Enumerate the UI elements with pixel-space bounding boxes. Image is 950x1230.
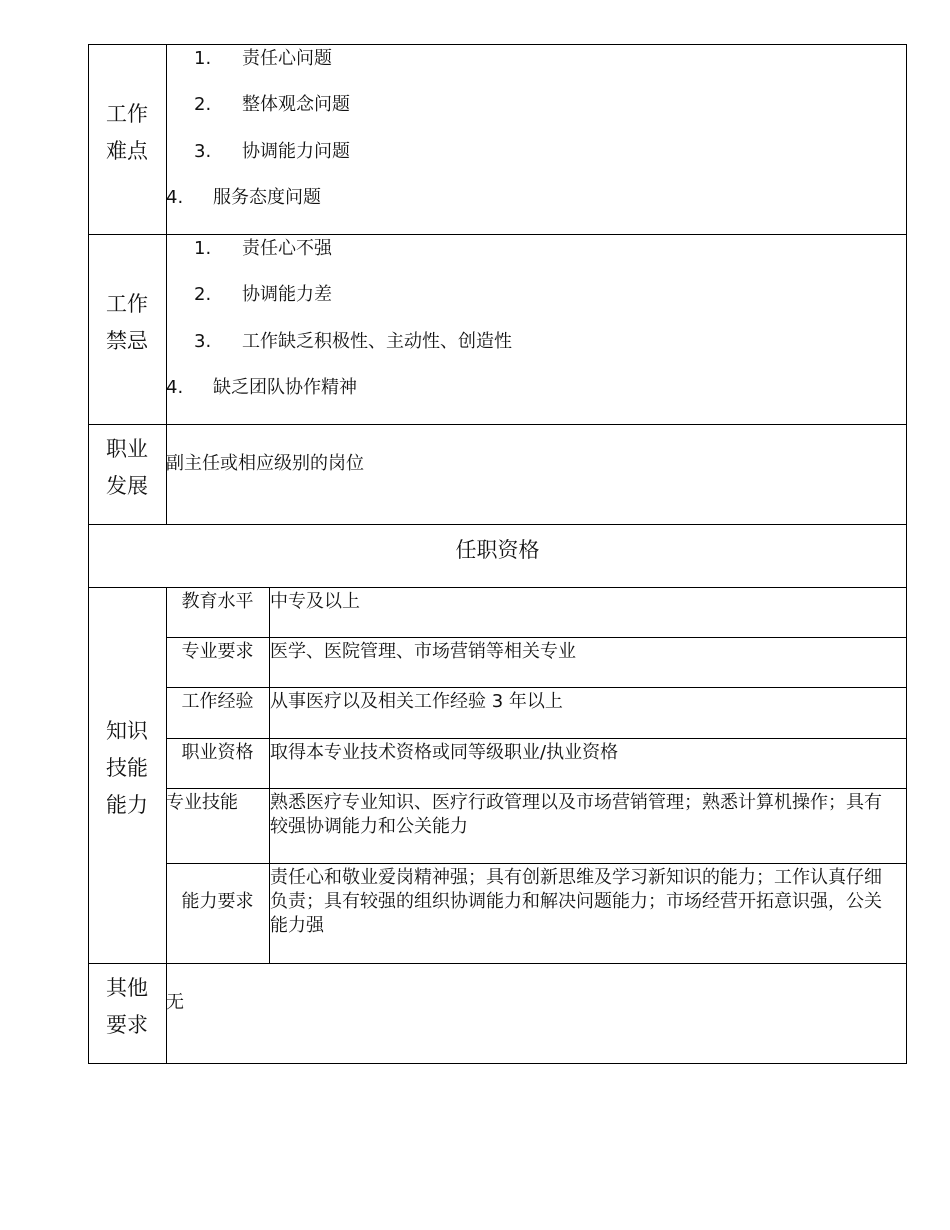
list-number: 2. [194, 284, 212, 305]
row-border [166, 738, 907, 739]
list-number: 3. [194, 141, 212, 162]
section-label [88, 431, 166, 505]
list-number: 1. [194, 238, 212, 259]
row-label-certification: 职业资格 [181, 742, 254, 763]
label-line: 技能 [106, 756, 148, 780]
label-line: 能力 [106, 793, 148, 817]
list-number: 4. [166, 187, 184, 208]
list-number: 2. [194, 94, 212, 115]
list-item: 缺乏团队协作精神 [213, 377, 357, 398]
list-number: 1. [194, 48, 212, 69]
label-line: 其他 [106, 976, 148, 1000]
list-item: 工作缺乏积极性、主动性、创造性 [242, 331, 512, 352]
row-border [166, 788, 907, 789]
row-border [166, 687, 907, 688]
section-label [88, 713, 166, 824]
list-number: 3. [194, 331, 212, 352]
row-label-education: 教育水平 [181, 591, 254, 612]
list-number: 4. [166, 377, 184, 398]
row-border [88, 587, 907, 588]
career-text: 副主任或相应级别的岗位 [166, 453, 364, 474]
row-value-ability: 责任心和敬业爱岗精神强；具有创新思维及学习新知识的能力；工作认真仔细负责；具有较强的组织协调能力和解决问题能力；市场经营开拓意识强，公关能力强 [270, 867, 882, 936]
row-border [88, 234, 907, 235]
section-label [88, 970, 166, 1044]
list-item: 协调能力差 [242, 284, 332, 305]
row-border [166, 863, 907, 864]
row-value-major: 医学、医院管理、市场营销等相关专业 [270, 641, 576, 662]
label-line: 难点 [106, 139, 148, 163]
row-value-skills: 熟悉医疗专业知识、医疗行政管理以及市场营销管理；熟悉计算机操作；具有较强协调能力和公关能力 [270, 792, 882, 837]
row-border [88, 424, 907, 425]
row-label-experience: 工作经验 [181, 691, 254, 712]
list-item: 责任心不强 [242, 238, 332, 259]
row-border [88, 524, 907, 525]
row-border [88, 1063, 907, 1064]
list-item: 整体观念问题 [242, 94, 350, 115]
row-value-experience: 从事医疗以及相关工作经验 3 年以上 [270, 691, 563, 712]
label-line: 发展 [106, 474, 148, 498]
row-label-major: 专业要求 [181, 641, 254, 662]
list-item: 协调能力问题 [242, 141, 350, 162]
other-text: 无 [166, 992, 184, 1013]
row-label-skills: 专业技能 [166, 792, 238, 813]
list-item: 责任心问题 [242, 48, 332, 69]
section-label [88, 286, 166, 360]
row-value-education: 中专及以上 [270, 591, 360, 612]
row-border [88, 44, 907, 45]
section-label [88, 96, 166, 170]
label-line: 工作 [106, 102, 148, 126]
row-border [166, 637, 907, 638]
label-line: 禁忌 [106, 329, 148, 353]
label-line: 知识 [106, 719, 148, 743]
label-line: 要求 [106, 1013, 148, 1037]
qualifications-title: 任职资格 [455, 538, 540, 562]
row-value-certification: 取得本专业技术资格或同等级职业/执业资格 [270, 742, 619, 763]
row-label-ability: 能力要求 [181, 891, 254, 912]
list-item: 服务态度问题 [213, 187, 321, 208]
label-line: 职业 [106, 437, 148, 461]
label-line: 工作 [106, 292, 148, 316]
row-border [88, 963, 907, 964]
